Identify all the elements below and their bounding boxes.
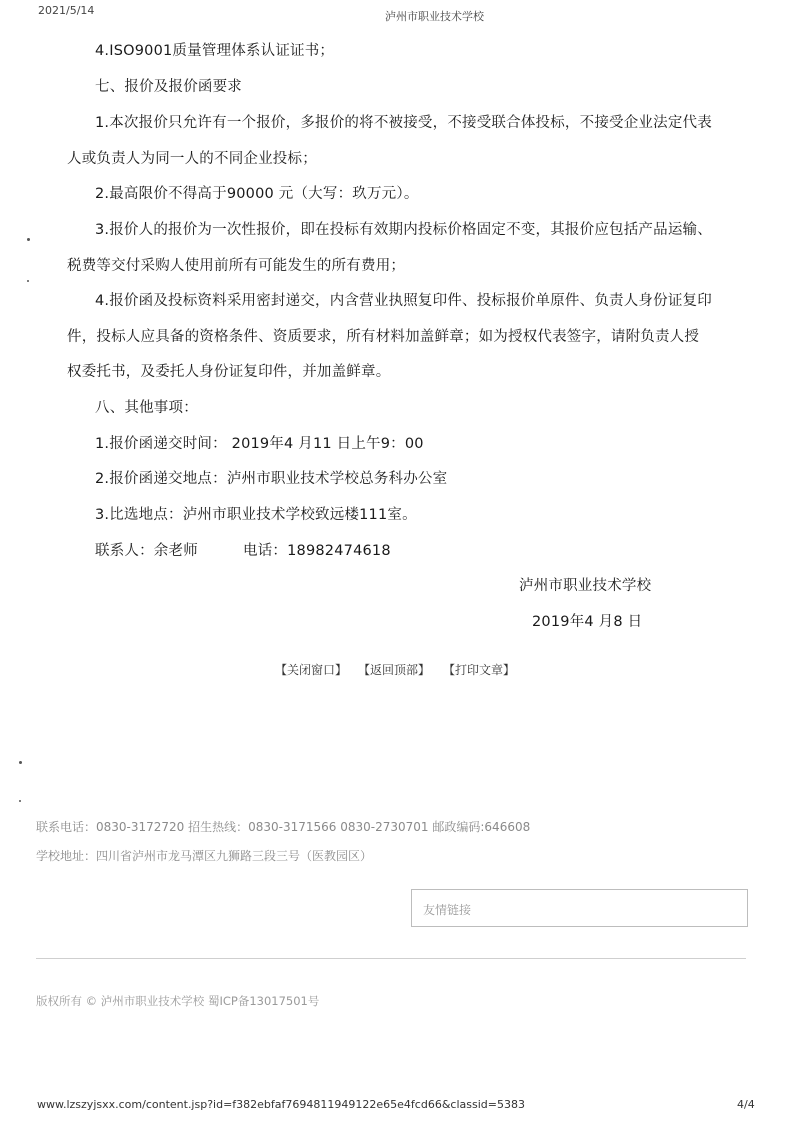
- body-line: 3.比选地点：泸州市职业技术学校致远楼111室。: [95, 507, 417, 523]
- scan-speck: [19, 800, 21, 802]
- print-site-title: 泸州市职业技术学校: [385, 10, 484, 23]
- body-line: 税费等交付采购人使用前所有可能发生的所有费用；: [67, 258, 406, 274]
- scan-speck: [27, 280, 29, 282]
- body-line: 1.本次报价只允许有一个报价，多报价的将不被接受，不接受联合体投标，不接受企业法定代表: [95, 115, 712, 131]
- body-line: 件，投标人应具备的资格条件、资质要求，所有材料加盖鲜章；如为授权代表签字，请附负责人授: [67, 329, 700, 345]
- print-page-number: 4/4: [737, 1098, 755, 1111]
- body-line: 人或负责人为同一人的不同企业投标；: [67, 151, 317, 167]
- body-line: 4.ISO9001质量管理体系认证证书；: [95, 43, 335, 59]
- scan-speck: [27, 238, 30, 241]
- print-article-link[interactable]: 【打印文章】: [443, 663, 516, 677]
- section-heading: 七、报价及报价函要求: [95, 79, 242, 95]
- signature-org: 泸州市职业技术学校: [519, 578, 652, 594]
- print-date: 2021/5/14: [38, 4, 95, 17]
- back-to-top-link[interactable]: 【返回顶部】: [358, 663, 431, 677]
- body-line: 权委托书，及委托人身份证复印件，并加盖鲜章。: [67, 364, 391, 380]
- friend-links-select[interactable]: [411, 889, 748, 927]
- body-line: 2.报价函递交地点：泸州市职业技术学校总务科办公室: [95, 471, 448, 487]
- friend-links-label: 友情链接: [423, 903, 472, 917]
- scan-speck: [19, 761, 22, 764]
- footer-copyright: 版权所有 © 泸州市职业技术学校 蜀ICP备13017501号: [36, 994, 320, 1008]
- footer-divider: [36, 958, 746, 959]
- close-window-link[interactable]: 【关闭窗口】: [275, 663, 348, 677]
- contact-person: 联系人：余老师: [95, 543, 198, 559]
- signature-date: 2019年4 月8 日: [532, 614, 643, 630]
- footer-phones: 联系电话：0830-3172720 招生热线：0830-3171566 0830-2730701 邮政编码:646608: [36, 820, 531, 834]
- print-url: www.lzszyjsxx.com/content.jsp?id=f382ebfaf7694811949122e65e4fcd66&classid=5383: [37, 1098, 525, 1111]
- section-heading: 八、其他事项：: [95, 400, 198, 416]
- body-line: 4.报价函及投标资料采用密封递交，内含营业执照复印件、投标报价单原件、负责人身份证复印: [95, 293, 712, 309]
- body-line: 3.报价人的报价为一次性报价，即在投标有效期内投标价格固定不变，其报价应包括产品运输、: [95, 222, 712, 238]
- footer-address: 学校地址：四川省泸州市龙马潭区九狮路三段三号（医教园区）: [36, 849, 373, 863]
- contact-phone: 电话：18982474618: [243, 543, 391, 559]
- body-line: 2.最高限价不得高于90000 元（大写：玖万元）。: [95, 186, 419, 202]
- body-line: 1.报价函递交时间： 2019年4 月11 日上午9：00: [95, 436, 424, 452]
